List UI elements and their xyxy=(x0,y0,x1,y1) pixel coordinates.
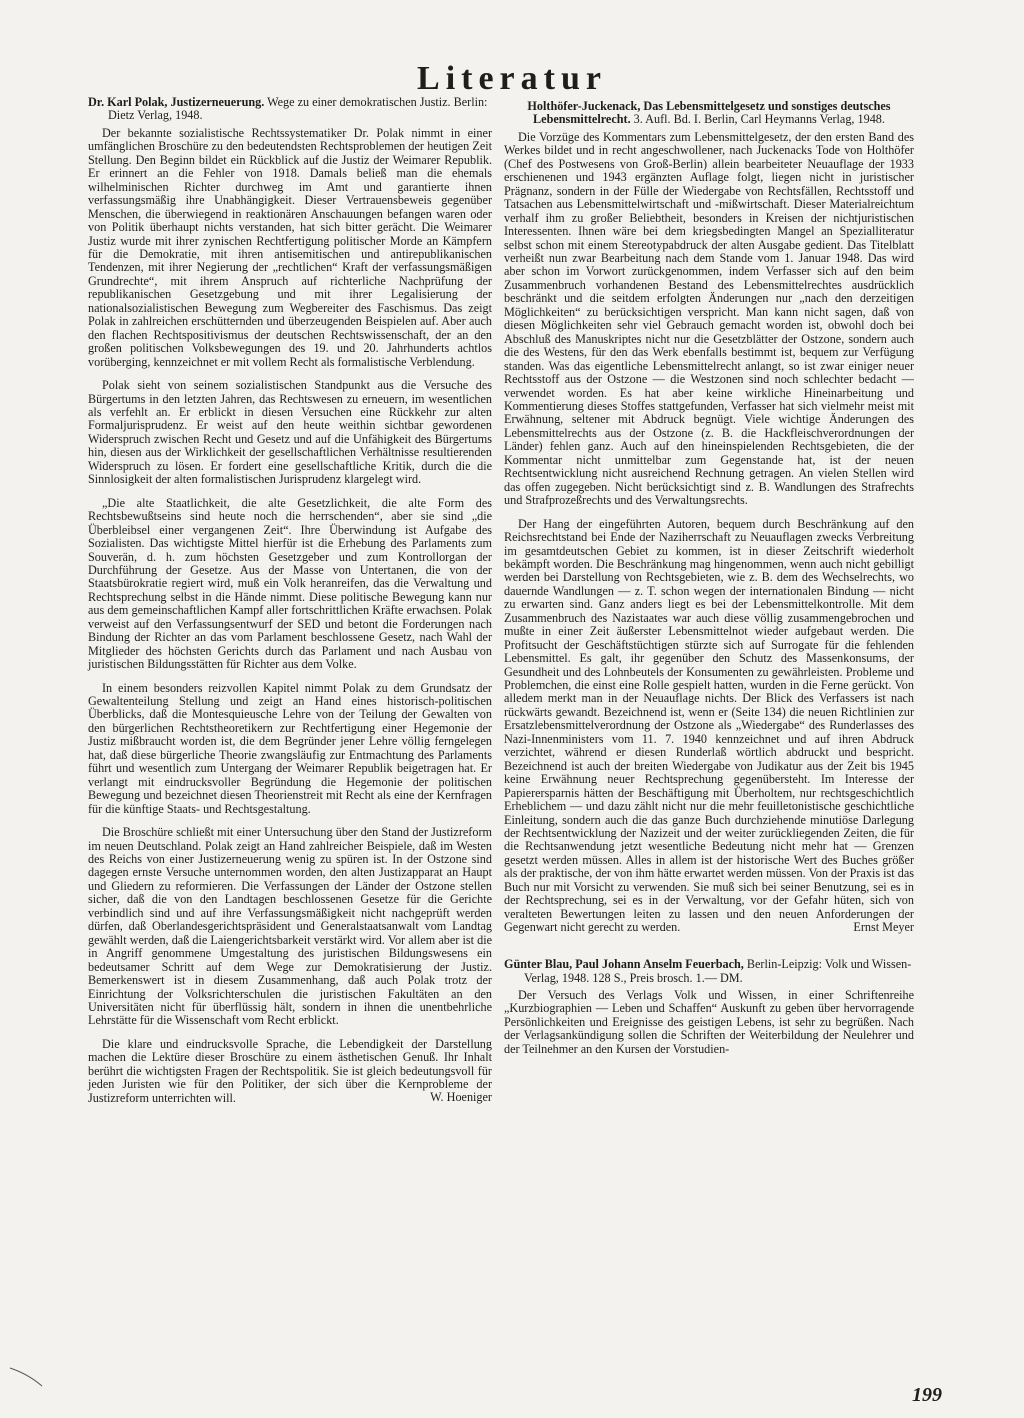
review-heading-author: Holthöfer-Juckenack, Das Lebensmittelgesetz und sonstiges deutsches Lebensmittelrecht. xyxy=(527,99,891,127)
review-paragraph: Die Broschüre schließt mit einer Untersuchung über den Stand der Justizreform im neuen Deutschland. Polak zeigt an Hand zahlreicher Beispiele, daß im Westen des Reichs von einer Justizerneuerung wenig zu spüren ist. In der Ostzone sind dagegen ernste Versuche unternommen worden, den alten Justizapparat an Haupt und Gliedern zu reformieren. Die Verfassungen der Länder der Ostzone stellen sicher, daß die von den Landtagen beschlossenen Gesetze für die Gerichte verbindlich sind und auf ihre Verfassungsmäßigkeit nicht nachgeprüft werden dürfen, daß Oberlandesgerichtspräsident und Generalstaatsanwalt vom Landtag gewählt werden, daß die Laiengerichtsbarkeit verstärkt wird. Vor allem aber ist die in Angriff genommene Umgestaltung des juristischen Bildungswesens ein bedeutsamer Schritt auf dem Wege zur Demokratisierung der Justiz. Bemerkenswert ist in diesem Zusammenhang, daß auch Polak trotz der Einrichtung der Volksrichterschulen die juristischen Fakultäten an den Universitäten nicht für überflüssig hält, sondern in ihnen die unentbehrliche Lehrstätte für die Wissenschaft vom Recht erblickt. xyxy=(88,825,492,1028)
review-heading-details: 3. Aufl. Bd. I. Berlin, Carl Heymanns Verlag, 1948. xyxy=(630,112,885,127)
left-column xyxy=(88,96,492,1105)
review-holthoefer xyxy=(504,100,914,934)
review-paragraph: Der Hang der eingeführten Autoren, bequem durch Beschränkung auf den Reichsrechtstand bei Ende der Naziherrschaft zu Neuauflagen zwecks Verbreitung im gesamtdeutschen Gebiet zu kommen, ist in dieser Zeitschrift wiederholt bekämpft worden. Die Beschränkung mag hingenommen, wenn auch nicht gebilligt werden bei Darstellung von Rechtsgebieten, wie z. B. dem des Wechselrechts, wo dauernde Wandlungen — z. T. schon wegen der internationalen Bindung — nicht zu erwarten sind. Ganz anders liegt es bei der Lebensmittelkontrolle. Mit dem Zusammenbruch des Nazistaates war auch diese völlig zusammengebrochen und mußte in einer Zeit äußerster Lebensmittelnot wieder aufgebaut werden. Die Profitsucht der Geschäftstüchtigen stürzte sich auf Surrogate für die fehlenden Lebensmittel. Es galt, ihr gegenüber den Schutz des Massenkonsums, der Gesundheit und des Lohnbeutels der Konsumenten zu gewährleisten. Probleme und Problemchen, die einst eine Rolle gespielt hatten, wurden in die Ferne gerückt. Von alledem merkt man in der Neuauflage nichts. Der Blick des Verfassers ist nach rückwärts gewandt. Bezeichnend ist, wenn er (Seite 134) die neuen Richtlinien zur Ersatzlebensmittelverordnung der Ostzone als „Wiedergabe“ des Runderlasses des Nazi-Innenministers vom 11. 7. 1940 kennzeichnet und auf ihren Abdruck verzichtet, während er diesen Runderlaß wörtlich abdruckt und bespricht. Bezeichnend ist auch der breiten Wiedergabe von Judikatur aus der Zeit bis 1945 keine Erwähnung neuer Rechtsprechung gegenübersteht. Im Interesse der Papierersparnis hätten der Beschäftigung mit Überholtem, nur rechtsgeschichtlich Erheblichem — und dazu zählt nicht nur die mehr feuilletonistische geschichtliche Einleitung, sondern auch die das ganze Buch durchziehende minutiöse Darlegung der Rechtsentwicklung der Nazizeit und der weiter zurückliegenden Zeiten, die für die Rechtsanwendung jetzt wesentliche Bedeutung nicht mehr hat — Grenzen gesetzt werden müssen. Alles in allem ist der historische Wert des Buches größer als der praktische, der von ihm hätte erwartet werden müssen. Von der Praxis ist das Buch nur mit Vorsicht zu verwenden. Sie muß sich bei seiner Benutzung, sei es in der Rechtsprechung, sei es in der Verwaltung, vor der Gefahr hüten, sich von veralteten Bewertungen leiten zu lassen und den neuen Anforderungen der Gegenwart nicht gerecht zu werden. xyxy=(504,516,914,935)
review-paragraph: Die Vorzüge des Kommentars zum Lebensmittelgesetz, der den ersten Band des Werkes bildet und in recht angeschwollener, nach Juckenacks Tode von Holthöfer (Chef des Postwesens von Groß-Berlin) allein bearbeiteter Neuauflage der 1933 erschienenen und 1943 ergänzten Auflage folgt, liegen nicht in juristischer Prägnanz, sondern in der Fülle der Wiedergabe von Rechtsfällen, Rechtsstoff und Tatsachen aus Lebensmittelwirtschaft und -mißwirtschaft. Dieser Materialreichtum verhalf ihm zu großer Beliebtheit, besonders in Kreisen der nichtjuristischen Interessenten. Ihnen wäre bei dem kriegsbedingten Mangel an Spezialliteratur selbst schon mit einem Stereotypabdruck der alten Ausgabe gedient. Das Titelblatt verheißt nun zwar Bearbeitung nach dem Stande vom 1. Januar 1948. Das wird aber schon im Vorwort zurückgenommen, indem Verfasser sich auf den beim Zusammenbruch vorhandenen Bestand des Lebensmittelrechtes ausdrücklich beschränkt und die seitdem erfolgten Änderungen nur „nach den derzeitigen Möglichkeiten“ zu berücksichtigen verspricht. Man kann nicht sagen, daß von diesen Möglichkeiten sehr viel Gebrauch gemacht worden ist, obwohl doch bei Abschluß des Manuskriptes nicht nur die Gesetzblätter der Ostzone, sondern auch die des Westens, für den das Werk ebenfalls bestimmt ist, bequem zur Verfügung standen. Was das eigentliche Lebensmittelrecht anlangt, so ist zwar einiger neuer Rechtsstoff aus der Ostzone — die Westzonen sind noch schlechter bedacht — verwendet worden. Es hat aber keine wirkliche Hineinarbeitung und Kommentierung dieses Stoffes stattgefunden, Verfasser hat sich vielmehr meist mit Erwähnung, seltener mit Abdruck begnügt. Viele wichtige Änderungen des Lebensmittelrechts aus der Ostzone (z. B. die Hackfleischverordnungen der Länder) fehlen ganz. Auch auf den hineinspielenden Rechtsgebieten, die der Kommentar nicht unmittelbar zum Gegenstande hat, ist der neuen Rechtsentwicklung nicht ausreichend Rechnung getragen. An vielen Stellen wird das offen zugegeben. Nicht berücksichtigt sind z. B. Wandlungen des Strafrechts und Strafprozeßrechts und des Verwaltungsrechts. xyxy=(504,129,914,508)
review-blau xyxy=(504,958,914,1056)
review-paragraph: Polak sieht von seinem sozialistischen Standpunkt aus die Versuche des Bürgertums in den letzten Jahren, das Rechtswesen zu erneuern, im wesentlichen als verfehlt an. Er erblickt in diesen Versuchen eine Rückkehr zur alten Formaljurisprudenz. Er weist auf den heute weithin sichtbar gewordenen Widerspruch zwischen Recht und Gesetz und auf die Unfähigkeit des Bürgertums hin, diesen aus der Wirklichkeit der gesellschaftlichen Verhältnisse resultierenden Widerspruch zu lösen. Er fordert eine gesellschaftliche Kritik, durch die die Sinnlosigkeit der alten formalistischen Jurisprudenz klargelegt wird. xyxy=(88,378,492,487)
review-paragraph: Die klare und eindrucksvolle Sprache, die Lebendigkeit der Darstellung machen die Lektüre dieser Broschüre zu einem ästhetischen Genuß. Ihr Inhalt berührt die wichtigsten Fragen der Rechtspolitik. Sie ist gleich bedeutungsvoll für jeden Juristen wie für den Politiker, der sich über die Kernprobleme der Justizreform unterrichten will. xyxy=(88,1036,492,1105)
review-heading-details: Berlin-Leipzig: Volk und Wissen-Verlag, 1948. 128 S., Preis brosch. 1.— DM. xyxy=(524,957,912,985)
review-heading-author: Günter Blau, Paul Johann Anselm Feuerbach, xyxy=(504,957,744,972)
review-heading-details: Wege zu einer demokratischen Justiz. Berlin: Dietz Verlag, 1948. xyxy=(108,95,488,123)
review-paragraph: In einem besonders reizvollen Kapitel nimmt Polak zu dem Grundsatz der Gewaltenteilung Stellung und zeigt an Hand eines historisch-politischen Überblicks, daß die Montesquieusche Lehre von der Teilung der Gewalten von den bürgerlichen Rechtstheoretikern zur Rechtfertigung einer Hegemonie der Justiz mißbraucht worden ist, die dem Begründer jener Lehre völlig ferngelegen hat, daß diese bürgerliche Theorie zwangsläufig zur Entmachtung des Parlaments führt und wesentlich zum Untergang der Weimarer Republik beigetragen hat. Er verlangt mit eindrucksvoller Begründung die Hegemonie der politischen Bewegung und bezeichnet diesen Theorienstreit mit Recht als eine der Kernfragen für die künftige Staats- und Rechtsgestaltung. xyxy=(88,680,492,816)
review-paragraph: Der Versuch des Verlags Volk und Wissen, in einer Schriftenreihe „Kurzbiographien — Leben und Schaffen“ Auskunft zu geben über hervorragende Persönlichkeiten und Ereignisse des geistigen Lebens, ist sehr zu begrüßen. Nach der Verlagsankündigung sollen die Schriften der Weiterbildung der Neulehrer und der Teilnehmer an den Kursen der Vorstudien- xyxy=(504,988,914,1056)
review-polak xyxy=(88,96,492,1105)
review-heading xyxy=(504,958,914,985)
page-title: Literatur xyxy=(417,60,607,97)
review-heading-author: Dr. Karl Polak, Justizerneuerung. xyxy=(88,95,265,109)
right-column xyxy=(504,100,914,1056)
page-number: 199 xyxy=(912,1384,942,1406)
review-heading xyxy=(88,96,492,123)
review-paragraph: Der bekannte sozialistische Rechtssystematiker Dr. Polak nimmt in einer umfänglichen Broschüre zu den bedeutendsten Rechtsproblemen der heutigen Zeit Stellung. Den Beginn bildet ein Rückblick auf die Justiz der Weimarer Republik. Er erinnert an die Fehler von 1918. Damals beließ man die ehemals wilhelminischen Richter durchweg im Amt und garantierte ihnen verfassungsmäßig ihre Unabhängigkeit. Dieser Vertrauensbeweis gegenüber Menschen, die überwiegend in reaktionären Anschauungen befangen waren oder von Politik überhaupt nichts verstanden, hat sich bitter gerächt. Die Weimarer Justiz wurde mit ihrer zynischen Rechtfertigung politischer Morde an Kämpfern für die Demokratie, mit ihren antisemitischen und antirepublikanischen Tendenzen, mit ihrer Negierung der „rechtlichen“ Kraft der verfassungsmäßigen Grundrechte“, mit ihrem Anspruch auf richterliche Nachprüfung der republikanischen Gesetzgebung und mit ihrer Legalisierung der nationalsozialistischen Bewegung zum Wegbereiter des Faschismus. Das zeigt Polak in zahlreichen erschütternden und überzeugenden Beispielen auf. Aber auch den flachen Rechtspositivismus der deutschen Rechtswissenschaft, der an den großen politischen Volksbewegungen des 19. und 20. Jahrhunderts achtlos vorüberging, kennzeichnet er mit vollem Recht als formalistische Verblendung. xyxy=(88,125,492,369)
review-signature: Ernst Meyer xyxy=(853,919,914,934)
review-signature: W. Hoeniger xyxy=(430,1090,492,1105)
review-paragraph: „Die alte Staatlichkeit, die alte Gesetzlichkeit, die alte Form des Rechtsbewußtseins sind heute noch die herrschenden“, aber sie sind „die Überbleibsel einer vergangenen Zeit“. Ihre Überwindung ist Aufgabe des Sozialisten. Das wichtigste Mittel hierfür ist die Erhebung des Parlaments zum Souverän, d. h. zum höchsten Gesetzgeber und zum Kontrollorgan der Durchführung der Gesetze. Aus der Masse von Untertanen, die von der Staatsbürokratie regiert wird, muß ein Volk heranreifen, das die Verwaltung und Rechtsprechung selbst in die Hände nimmt. Diese politische Bewegung kann nur aus dem gemeinschaftlichen Kampf aller fortschrittlichen Kräfte erwachsen. Polak verweist auf den Verfassungsentwurf der SED und betont die Forderungen nach Bindung der Richter an das vom Parlament beschlossene Gesetz, nach Wahl der Mitglieder des höchsten Gerichts durch das Parlament und nach Ausbau von juristischen Bildungsstätten für Richter aus dem Volke. xyxy=(88,495,492,672)
review-heading xyxy=(504,100,914,127)
scan-mark-icon xyxy=(8,1360,68,1390)
